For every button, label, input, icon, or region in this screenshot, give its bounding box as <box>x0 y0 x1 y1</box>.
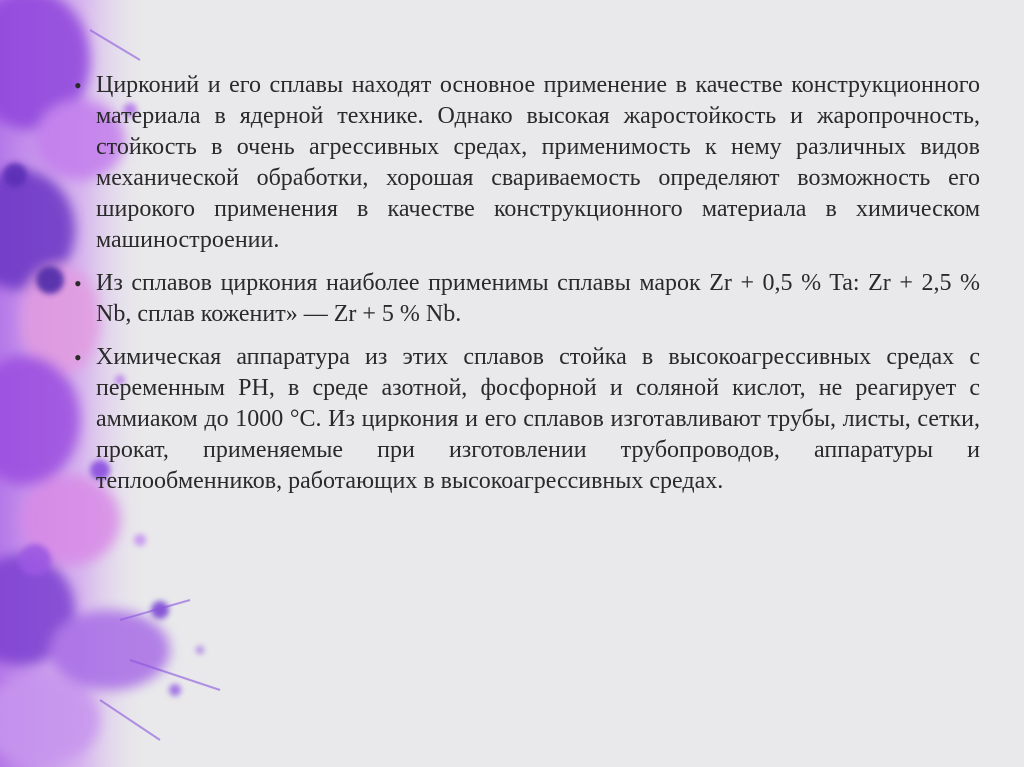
bullet-text: Из сплавов циркония наиболее применимы сплавы марок Zr + 0,5 % Ta: Zr + 2,5 % Nb, сплав коженит» — Zr + 5 % Nb. <box>96 270 980 327</box>
bullet-marker: • <box>74 73 82 98</box>
bullet-marker: • <box>74 345 82 370</box>
bullet-text: Цирконий и его сплавы находят основное применение в качестве конструкционного материала в ядерной технике. Однако высокая жаростойкость и жаропрочность, стойкость в очень агрессивных средах, применимость к нему различных видов механической обработки, хорошая свариваемость определяют возможность его широкого применения в качестве конструкционного материала в химическом машиностроении. <box>96 72 980 253</box>
bullet-item-zirconium-applications <box>68 70 980 256</box>
bullet-marker: • <box>74 271 82 296</box>
bullet-text: Химическая аппаратура из этих сплавов стойка в высокоагрессивных средах с переменным РН, в среде азотной, фосфорной и соляной кислот, не реагирует с аммиаком до 1000 °С. Из циркония и его сплавов изготавливают трубы, листы, сетки, прокат, применяемые при изготовлении трубопроводов, аппаратуры и теплообменников, работающих в высокоагрессивных средах. <box>96 344 980 494</box>
bullet-item-chemical-equipment <box>68 342 980 497</box>
bullet-item-alloy-grades <box>68 268 980 330</box>
bullet-list <box>68 70 980 497</box>
